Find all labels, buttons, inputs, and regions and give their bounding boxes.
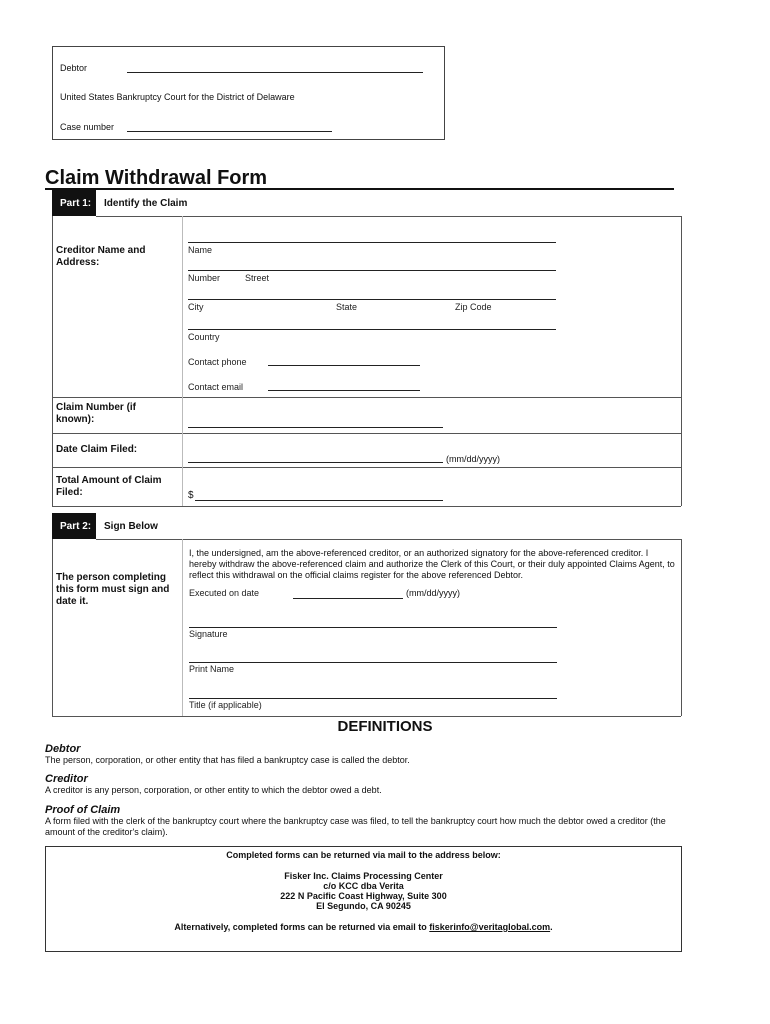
country-field[interactable] xyxy=(188,329,556,330)
return-email-link[interactable]: fiskerinfo@veritaglobal.com xyxy=(429,922,551,932)
contact-email-label: Contact email xyxy=(188,382,244,392)
total-amount-field[interactable] xyxy=(195,500,443,501)
country-label: Country xyxy=(188,332,220,342)
print-name-label: Print Name xyxy=(189,664,235,674)
withdrawal-statement: I, the undersigned, am the above-referenced creditor, or an authorized signatory for the above-referenced creditor. I hereby withdraw the above-referenced claim and authorize the Clerk of this Court, or their duly appointed Claims Agent, to reflect this withdrawal on the official claims register for the above referenced Debtor. xyxy=(189,548,675,580)
zip-label: Zip Code xyxy=(455,302,492,312)
definition-term: Debtor xyxy=(45,743,81,755)
email-line xyxy=(46,922,681,932)
page-title: Claim Withdrawal Form xyxy=(45,167,268,189)
street-label: Street xyxy=(245,273,270,283)
return-instructions-box xyxy=(45,846,682,952)
case-number-field[interactable] xyxy=(127,131,332,132)
court-name: United States Bankruptcy Court for the District of Delaware xyxy=(60,92,295,102)
email-prefix: Alternatively, completed forms can be returned via email to xyxy=(174,922,430,932)
print-name-field[interactable] xyxy=(189,662,557,663)
name-label: Name xyxy=(188,245,213,255)
definition-creditor xyxy=(45,773,675,796)
signature-label: Signature xyxy=(189,629,228,639)
claim-number-field[interactable] xyxy=(188,427,443,428)
claim-number-label: Claim Number (if known): xyxy=(56,402,137,425)
executed-date-format: (mm/dd/yyyy) xyxy=(406,588,460,598)
title-rule xyxy=(45,188,674,190)
date-filed-field[interactable] xyxy=(188,462,443,463)
definition-term: Creditor xyxy=(45,773,88,785)
title-field[interactable] xyxy=(189,698,557,699)
date-filed-format: (mm/dd/yyyy) xyxy=(446,454,500,464)
email-suffix: . xyxy=(550,922,553,932)
contact-phone-label: Contact phone xyxy=(188,357,247,367)
return-intro: Completed forms can be returned via mail to the address below: xyxy=(226,850,501,860)
debtor-label: Debtor xyxy=(60,63,88,73)
city-state-zip-field[interactable] xyxy=(188,299,556,300)
case-header-box xyxy=(52,46,445,140)
case-number-label: Case number xyxy=(60,122,115,132)
address-line-field[interactable] xyxy=(188,270,556,271)
name-field[interactable] xyxy=(188,242,556,243)
state-label: State xyxy=(336,302,358,312)
dollar-sign: $ xyxy=(188,490,194,501)
address-line-3: 222 N Pacific Coast Highway, Suite 300 xyxy=(280,891,447,901)
signature-field[interactable] xyxy=(189,627,557,628)
creditor-label: Creditor Name and Address: xyxy=(56,245,146,268)
definition-text: A form filed with the clerk of the bankruptcy court where the bankruptcy case was filed, to tell the bankruptcy court how much the debtor owed a creditor (the amount of the creditor's claim). xyxy=(45,816,666,837)
executed-on-field[interactable] xyxy=(293,598,403,599)
address-line-1: Fisker Inc. Claims Processing Center xyxy=(284,871,443,881)
address-line-4: El Segundo, CA 90245 xyxy=(316,901,411,911)
part2-heading: Sign Below xyxy=(104,521,158,532)
executed-on-label: Executed on date xyxy=(189,588,260,598)
contact-email-field[interactable] xyxy=(268,390,420,391)
number-label: Number xyxy=(188,273,221,283)
total-amount-label: Total Amount of Claim Filed: xyxy=(56,475,162,498)
part1-tag: Part 1: xyxy=(52,190,96,216)
definition-text: A creditor is any person, corporation, or other entity to which the debtor owed a debt. xyxy=(45,785,382,795)
date-filed-label: Date Claim Filed: xyxy=(56,444,138,455)
definition-term: Proof of Claim xyxy=(45,804,121,816)
definition-proof-of-claim xyxy=(45,804,675,838)
contact-phone-field[interactable] xyxy=(268,365,420,366)
part2-tag: Part 2: xyxy=(52,513,96,539)
signer-note: The person completing this form must sign and date it. xyxy=(56,572,170,607)
address-line-2: c/o KCC dba Verita xyxy=(323,881,404,891)
definition-debtor xyxy=(45,743,675,766)
definitions-heading: DEFINITIONS xyxy=(337,718,433,735)
title-label: Title (if applicable) xyxy=(189,700,262,710)
city-label: City xyxy=(188,302,204,312)
definition-text: The person, corporation, or other entity that has filed a bankruptcy case is called the debtor. xyxy=(45,755,410,765)
debtor-field[interactable] xyxy=(127,72,423,73)
part1-heading: Identify the Claim xyxy=(104,198,188,209)
